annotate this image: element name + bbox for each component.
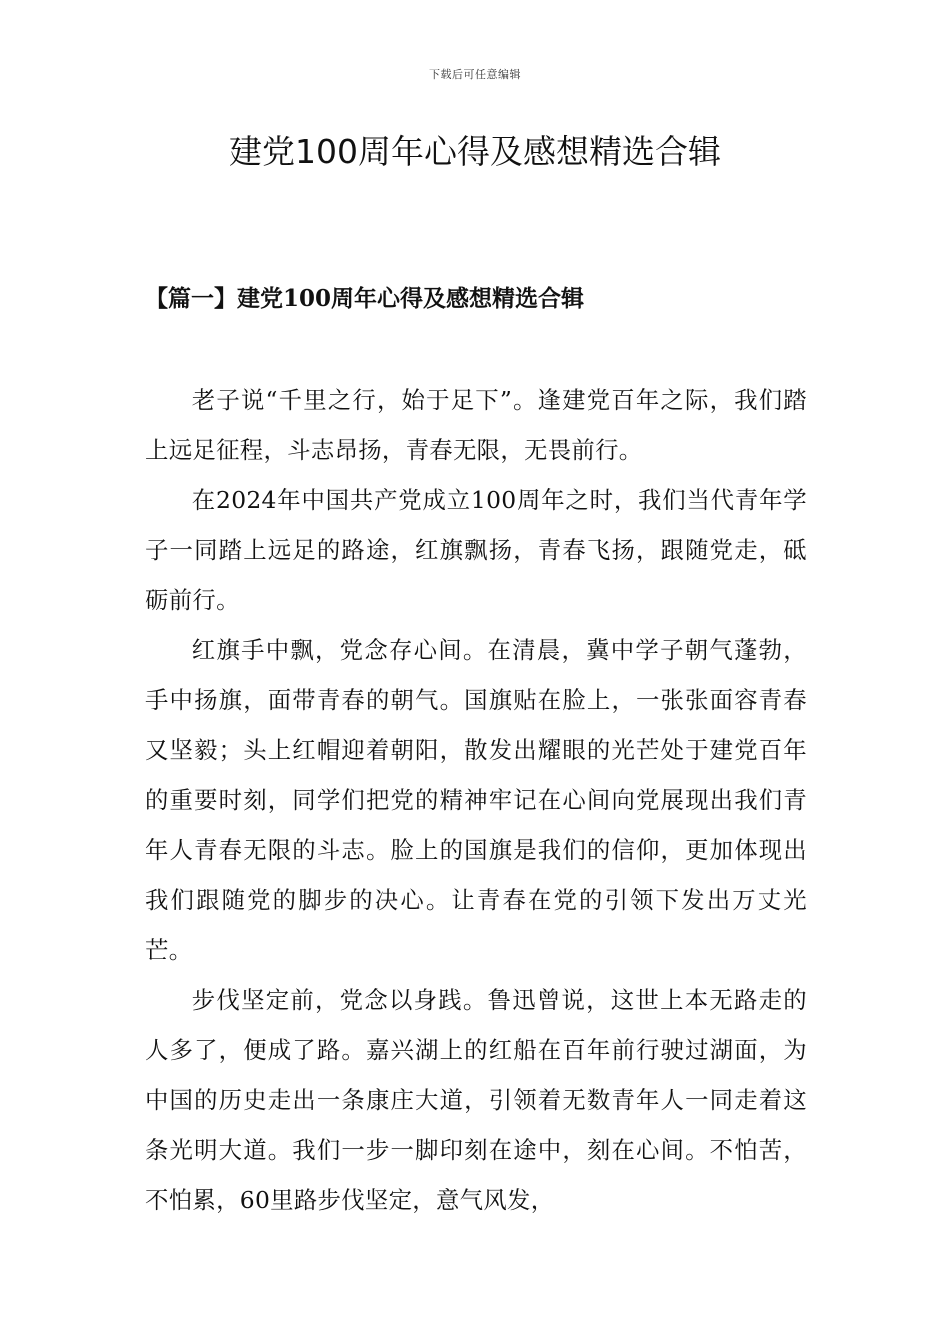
paragraph-3: 红旗手中飘，党念存心间。在清晨，冀中学子朝气蓬勃，手中扬旗，面带青春的朝气。国旗贴在脸上，一张张面容青春又坚毅；头上红帽迎着朝阳，散发出耀眼的光芒处于建党百年的重要时刻，同学们把党的精神牢记在心间向党展现出我们青年人青春无限的斗志。脸上的国旗是我们的信仰，更加体现出我们跟随党的脚步的决心。让青春在党的引领下发出万丈光芒。 xyxy=(145,636,807,964)
paragraph-2: 在2024年中国共产党成立100周年之时，我们当代青年学子一同踏上远足的路途，红旗飘扬，青春飞扬，跟随党走，砥砺前行。 xyxy=(145,486,807,614)
document-title: 建党100周年心得及感想精选合辑 xyxy=(229,132,721,171)
header-note: 下载后可任意编辑 xyxy=(429,68,521,81)
paragraph-4: 步伐坚定前，党念以身践。鲁迅曾说，这世上本无路走的人多了，便成了路。嘉兴湖上的红船在百年前行驶过湖面，为中国的历史走出一条康庄大道，引领着无数青年人一同走着这条光明大道。我们一步一脚印刻在途中，刻在心间。不怕苦，不怕累，60里路步伐坚定，意气风发， xyxy=(145,986,807,1214)
body-text xyxy=(145,375,807,1225)
section-heading: 【篇一】建党100周年心得及感想精选合辑 xyxy=(145,285,585,312)
paragraph-1: 老子说“千里之行，始于足下”。逢建党百年之际，我们踏上远足征程，斗志昂扬，青春无限，无畏前行。 xyxy=(145,386,807,464)
